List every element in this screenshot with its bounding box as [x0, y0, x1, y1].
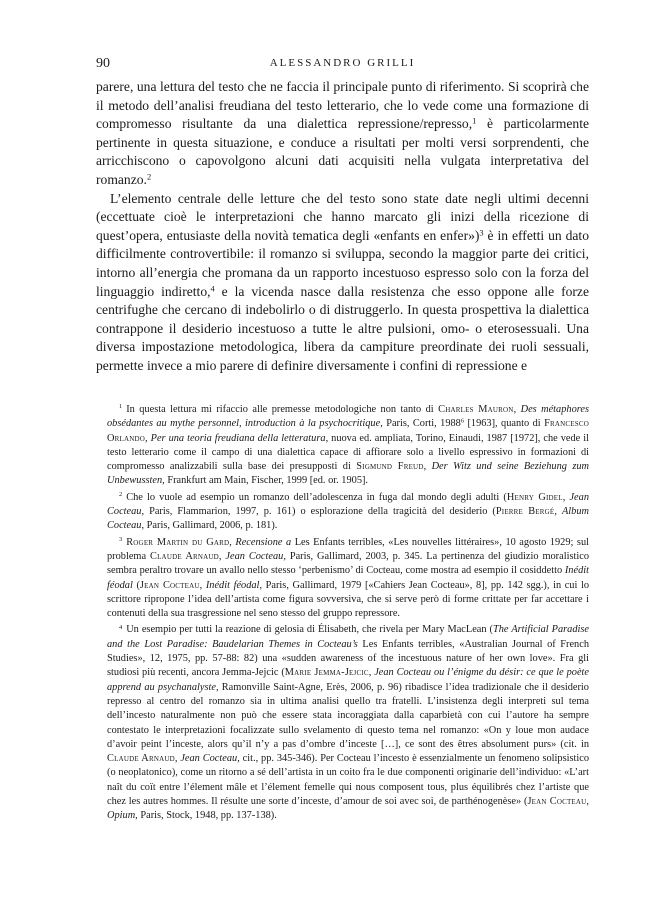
body-paragraph-1: [96, 78, 589, 190]
footnote-text: [107, 492, 589, 532]
author-name: Pierre Bergé: [495, 506, 555, 518]
text-run: Les Enfants terribles, «Australian Journal of French Studies», 12, 1975, pp. 57-88: 82) una «sudden awareness of the incestuous nature of her own love». Fra gli studiosi più recenti, ancora Jemma-Jejcic (: [107, 638, 589, 679]
text-run: , Paris, Gallimard, 2003, p. 345. La pertinenza del giudizio moralistico sembra peraltro trovare un avallo nello stesso ‘perbenismo’ di Cocteau, come mostra ad esempio il cosiddetto: [107, 550, 590, 577]
text-run: L’elemento centrale delle letture che del testo sono state date negli ultimi decenni (eccettuate cioè le interpretazioni che hanno marcato gli inizi della ricezione di quest’opera, entusiaste della novità tematica degli «enfants en enfer»): [96, 190, 589, 243]
text-run: , Paris, Stock, 1948, pp. 137-138).: [135, 810, 277, 822]
text-run: Les Enfants terribles, «Les nouvelles littéraires», 10 agosto 1929; sul problema: [107, 536, 589, 562]
italic-title: Inédit féodal: [107, 565, 589, 591]
text-run: , Paris, Gallimard, 2006, p. 181).: [141, 520, 278, 532]
footnote-4: [107, 623, 589, 823]
footnotes: [107, 403, 589, 826]
italic-title: Recensione a: [235, 536, 292, 548]
body-paragraph-2: [96, 190, 589, 376]
text-run: ,: [145, 432, 151, 444]
text-run: Un esempio per tutti la reazione di gelosia di Élisabeth, che rivela per Mary MacLean (: [126, 624, 493, 636]
text-run: ,: [174, 753, 181, 765]
italic-title: Des métaphores obsédantes au mythe personnel, introduction à la psychocritique: [107, 404, 589, 430]
text-run: , Paris, Gallimard, 1979 [«Cahiers Jean Cocteau», 8], pp. 142 sgg.), in cui lo scrittore ripropone l’idea dell’artista come figura sovversiva, che si serve però di forme crittate per far accettare i contenuti della sua trasgressione nel seno stesso del gruppo repressore.: [107, 579, 590, 620]
text-run: parere, una lettura del testo che ne faccia il principale punto di riferimento. Si scoprirà che il metodo dell’analisi freudiana del testo letterario, che lo vede come una formazione di compromesso risultante da una dialettica repressione/represso,: [96, 79, 589, 132]
italic-title: The Artificial Paradise and the Lost Paradise: Baudelarian Themes in Cocteau’s: [107, 624, 590, 650]
footnote-ref: 4: [210, 282, 215, 293]
footnote-ref: 1: [472, 115, 477, 126]
text-run: , Paris, Flammarion, 1997, p. 161) o esplorazione della tragicità del desiderio (: [141, 506, 496, 518]
text-run: ,: [562, 491, 570, 503]
running-head: ALESSANDRO GRILLI: [269, 57, 416, 69]
text-run: è particolarmente pertinente in questa situazione, e conduce a risultati per molti versi sorprendenti, che arricchiscono o capovolgono alcuni dati acquisiti nella vulgata interpretativa del romanzo.: [96, 116, 590, 187]
footnote-number: 4: [119, 623, 123, 631]
author-name: Sigmund Freud: [356, 461, 424, 473]
text-run: , cit., pp. 345-346). Per Cocteau l’incesto è essenzialmente un fenomeno solipsistico (o neoplatonico), come un ritorno a sé dell’artista in un coito fra le due componenti originarie dell’individuo: «L’art naît du coït entre l’élement mâle et l’élement femelle qui nous composent tous, plus équilibrés chez l’artiste que chez les autres hommes. Il résulte une sorte d’inceste, d’amour de soi avec soi, de parthénogenèse» (: [107, 753, 590, 808]
footnote-text: [107, 537, 589, 619]
text-run: ,: [586, 796, 589, 808]
text-run: ,: [229, 536, 236, 548]
text-run: , Ramonville Saint-Agne, Erès, 2006, p. 96) ribadisce l’idea tradizionale che il desiderio represso al centro del romanzo sia in ultima analisi quello tra fratelli. L’insistenza degli interpreti sul tema dell’incesto naturalmente non può che essere stata incoraggiata dalla caparbietà con cui l’autore ha sempre contestato le interpretazioni focalizzate sullo svelamento di questo tema nel romanzo: «On y loue mon audace d’avoir peint l’inceste, alors qu’il n’y a pas d’ombre d’inceste […], ce sont des êtres absolument purs» (cit. in: [107, 681, 589, 750]
text-run: , Frankfurt am Main, Fischer, 1999 [ed. or. 1905].: [162, 475, 369, 487]
italic-title: Jean Cocteau: [107, 491, 589, 518]
italic-title: Opium: [107, 810, 136, 822]
footnote-ref: 3: [479, 227, 484, 238]
italic-title: Jean Cocteau: [180, 753, 238, 765]
author-name: Claude Arnaud: [149, 550, 219, 562]
text-run: ,: [554, 506, 562, 518]
text-run: ,: [513, 404, 521, 415]
author-name: Charles Mauron: [438, 404, 514, 415]
italic-title: Album Cocteau: [107, 506, 589, 532]
text-run: ,: [199, 579, 206, 591]
text-run: ,: [423, 461, 432, 473]
footnote-ref: 2: [146, 171, 152, 182]
italic-title: Jean Cocteau ou l’énigme du désir: ce que le poète apprend au psychanalyste: [107, 667, 590, 693]
author-name: Marie Jemma-Jejcic: [284, 667, 369, 679]
footnote-2: [107, 491, 589, 534]
author-name: Jean Cocteau: [527, 796, 587, 808]
text-run: (: [132, 579, 140, 591]
main-text: [96, 78, 589, 376]
italic-title: Inédit féodal: [205, 579, 260, 591]
text-run: , Paris, Corti, 1988: [380, 418, 461, 430]
italic-title: Jean Cocteau: [225, 550, 284, 562]
footnote-number: 3: [119, 536, 123, 544]
text-run: Che lo vuole ad esempio un romanzo dell’adolescenza in fuga dal mondo degli adulti (: [126, 491, 507, 503]
footnote-text: [107, 404, 589, 486]
text-run: , nuova ed. ampliata, Torino, Einaudi, 1987 [1972], che vede il testo letterario come il campo di una dialettica capace di affiorare solo a livello espressivo in formazioni di compromesso analizzabili sulla base dei presupposti di: [107, 432, 590, 473]
italic-title: Der Witz und seine Beziehung zum Unbewussten: [107, 461, 590, 487]
page-header: [96, 56, 589, 76]
italic-title: Per una teoria freudiana della letteratura: [150, 432, 326, 444]
footnote-ref: 6: [460, 417, 465, 425]
text-run: [1963], quanto di: [464, 418, 545, 430]
text-run: ,: [368, 667, 375, 679]
footnote-number: 2: [119, 491, 123, 499]
footnote-text: [107, 624, 589, 821]
footnote-number: 1: [119, 403, 123, 411]
author-name: Roger Martin du Gard: [126, 536, 230, 548]
page-number: 90: [96, 56, 110, 71]
footnote-1: [107, 403, 589, 489]
footnote-3: [107, 536, 589, 622]
author-name: Francesco Orlando: [107, 418, 589, 444]
text-run: è in effetti un dato difficilmente controvertibile: il romanzo si sviluppa, secondo la maggior parte dei critici, intorno all’energia che promana da un rapporto incestuoso espresso solo con la forza del linguaggio indiretto,: [96, 227, 589, 299]
author-name: Claude Arnaud: [107, 753, 175, 765]
author-name: Jean Cocteau: [139, 579, 200, 591]
text-run: In questa lettura mi rifaccio alle premesse metodologiche non tanto di: [126, 404, 439, 415]
author-name: Henry Gidel: [506, 491, 563, 503]
text-run: ,: [218, 550, 226, 562]
text-run: e la vicenda nasce dalla resistenza che esso oppone alle forze centrifughe che cercano di indebolirlo o di distruggerlo. In questa prospettiva la dialettica contrappone il desiderio incestuoso a tutte le altre pulsioni, omo- o eterosessuali. Una diversa impostazione metodologica, libera da campiture preordinate dei ruoli sessuali, permette invece a mio parere di definire diversamente i confini di repressione e: [96, 283, 589, 373]
